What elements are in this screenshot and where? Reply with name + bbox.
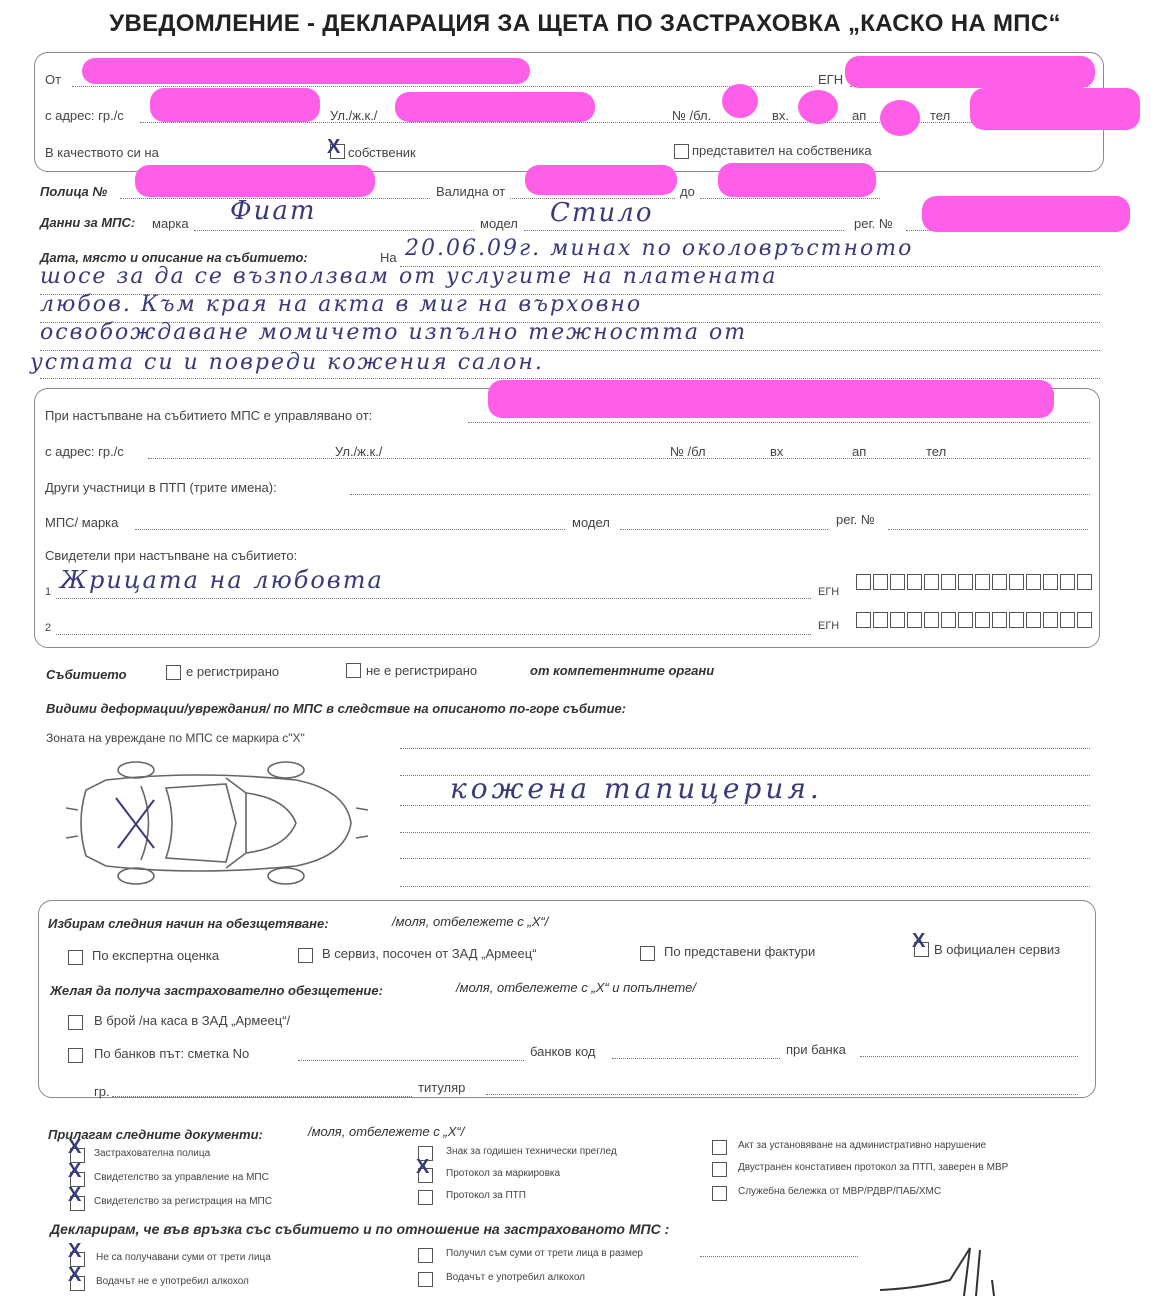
witness-2-egn-label: ЕГН xyxy=(818,620,840,632)
valid-to-field[interactable] xyxy=(700,198,880,199)
witness-1-value: Жрицата на любовта xyxy=(60,566,384,594)
redaction-city xyxy=(150,88,320,122)
redaction-apt xyxy=(880,100,920,136)
bank-city-field[interactable] xyxy=(112,1096,412,1097)
damage-line-3[interactable] xyxy=(400,805,1090,806)
bank-account-field[interactable] xyxy=(298,1060,524,1061)
doc-inspection-label: Знак за годишен технически преглед xyxy=(446,1146,617,1157)
doc-policy-check-mark: X xyxy=(68,1136,82,1158)
expert-assessment-label: По експертна оценка xyxy=(92,948,220,963)
owner-option-label: собственик xyxy=(348,145,416,160)
redaction-driver xyxy=(488,380,1054,418)
doc-registration-label: Свидетелство за регистрация на МПС xyxy=(94,1196,272,1207)
armeec-service-label: В сервиз, посочен от ЗАД „Армеец“ xyxy=(322,946,537,961)
event-text-line-3: любов. Към края на акта в миг на върховно xyxy=(40,292,643,317)
driven-by-field[interactable] xyxy=(468,422,1090,423)
official-service-label: В официален сервиз xyxy=(934,942,1061,957)
redaction-name xyxy=(82,58,530,84)
redaction-egn xyxy=(845,56,1095,88)
make-field[interactable] xyxy=(194,230,474,231)
registered-checkbox[interactable] xyxy=(166,665,181,680)
cash-label: В брой /на каса в ЗАД „Армеец“/ xyxy=(94,1013,291,1028)
driver-address-field[interactable] xyxy=(148,458,1090,459)
representative-checkbox[interactable] xyxy=(674,144,689,159)
witness-1-egn-boxes[interactable] xyxy=(856,574,1094,590)
model-value: Стило xyxy=(550,198,654,228)
redaction-valid-to xyxy=(718,163,876,197)
make-label: марка xyxy=(152,216,189,231)
documents-hint: /моля, отбележете с „X“/ xyxy=(308,1124,465,1139)
doc-policy-label: Застрахователна полица xyxy=(94,1148,211,1159)
driver-entrance-label: вх xyxy=(770,444,784,459)
bank-name-field[interactable] xyxy=(860,1056,1078,1057)
event-text-line-2: шосе за да се възползвам от услугите на платената xyxy=(40,264,778,289)
from-field[interactable] xyxy=(72,86,812,87)
owner-check-mark: X xyxy=(327,136,341,158)
damage-zone-label: Зоната на увреждане по МПС се маркира с"X" xyxy=(46,731,305,745)
driver-number-label: № /бл xyxy=(670,444,706,459)
invoices-checkbox[interactable] xyxy=(640,946,655,961)
driver-section xyxy=(34,388,1100,648)
damage-line-4[interactable] xyxy=(400,832,1090,833)
event-text-line-1: 20.06.09г. минах по околовръстното xyxy=(405,236,914,261)
holder-label: титуляр xyxy=(418,1080,466,1095)
doc-official-note-checkbox[interactable] xyxy=(712,1186,727,1201)
representative-option-label: представител на собственика xyxy=(692,143,872,158)
redaction-street xyxy=(395,92,595,122)
redaction-valid-from xyxy=(525,165,677,195)
valid-from-label: Валидна от xyxy=(436,184,506,199)
not-registered-checkbox[interactable] xyxy=(346,663,361,678)
compensation-heading: Избирам следния начин на обезщетяване: xyxy=(48,916,329,931)
egn-label: ЕГН xyxy=(818,72,844,87)
event-status-label: Събитието xyxy=(46,667,127,682)
other-participants-field[interactable] xyxy=(350,494,1090,495)
driven-by-label: При настъпване на събитието МПС е управлявано от: xyxy=(45,408,373,423)
damage-description: кожена тапицерия. xyxy=(450,772,823,805)
redaction-policy xyxy=(135,165,375,197)
capacity-label: В качеството си на xyxy=(45,145,159,160)
doc-marking-check-mark: X xyxy=(416,1156,430,1178)
valid-to-label: до xyxy=(680,184,695,199)
event-line-rule-5 xyxy=(40,378,1100,379)
doc-license-label: Свидетелство за управление на МПС xyxy=(94,1172,269,1183)
witness-1-number: 1 xyxy=(45,586,52,598)
doc-violation-act-checkbox[interactable] xyxy=(712,1140,727,1155)
holder-field[interactable] xyxy=(486,1094,1078,1095)
compensation-hint: /моля, отбележете с „X“/ xyxy=(392,914,549,929)
make-value: Фиат xyxy=(230,196,317,226)
invoices-label: По представени фактури xyxy=(664,944,816,959)
doc-violation-act-label: Акт за установяване на административно нарушение xyxy=(738,1140,987,1151)
model-field[interactable] xyxy=(524,230,844,231)
other-participants-label: Други участници в ПТП (трите имена): xyxy=(45,480,277,495)
witness-2-egn-boxes[interactable] xyxy=(856,612,1094,628)
driver-street-label: Ул./ж.к./ xyxy=(335,444,383,459)
other-vehicle-label: МПС/ марка xyxy=(45,515,119,530)
witnesses-label: Свидетели при настъпване на събитието: xyxy=(45,548,298,563)
damage-line-5[interactable] xyxy=(400,858,1090,859)
reg-label: рег. № xyxy=(854,216,893,231)
no-alcohol-check-mark: X xyxy=(68,1264,82,1286)
declaration-heading: Декларирам, че във връзка със събитието и по отношение на застрахованото МПС : xyxy=(50,1221,670,1237)
no-third-party-sums-label: Не са получавани суми от трети лица xyxy=(96,1252,271,1263)
damage-line-6[interactable] xyxy=(400,886,1090,887)
doc-license-check-mark: X xyxy=(68,1160,82,1182)
bank-code-field[interactable] xyxy=(612,1058,780,1059)
model-label: модел xyxy=(480,216,518,231)
event-text-line-4: освобождаване момичето изпълно тежността от xyxy=(40,320,748,345)
redaction-entrance xyxy=(798,90,838,124)
signature-icon xyxy=(880,1240,1030,1302)
redaction-reg xyxy=(922,196,1130,232)
damage-heading: Видими деформации/увреждания/ по МПС в следствие на описаното по-горе събитие: xyxy=(46,701,626,716)
damage-line-1[interactable] xyxy=(400,748,1090,749)
doc-bilateral-protocol-label: Двустранен констативен протокол за ПТП, заверен в МВР xyxy=(738,1162,1009,1173)
cash-checkbox[interactable] xyxy=(68,1015,83,1030)
receive-heading: Желая да получа застрахователно обезщетение: xyxy=(50,983,383,998)
other-model-field[interactable] xyxy=(620,529,828,530)
address-label: с адрес: гр./с xyxy=(45,108,124,123)
phone-label: тел xyxy=(930,108,951,123)
bank-code-label: банков код xyxy=(530,1044,596,1059)
redaction-number xyxy=(722,84,758,118)
third-party-sums-checkbox[interactable] xyxy=(418,1248,433,1263)
third-party-sums-label: Получил съм суми от трети лица в размер xyxy=(446,1248,643,1259)
authorities-label: от компетентните органи xyxy=(530,663,715,678)
event-text-line-5: устата си и повреди кожения салон. xyxy=(30,350,544,375)
event-prefix: На xyxy=(380,250,397,265)
witness-2-field[interactable] xyxy=(56,634,811,635)
bank-name-label: при банка xyxy=(786,1042,846,1057)
bank-account-label: По банков път: сметка No xyxy=(94,1046,250,1061)
expert-assessment-checkbox[interactable] xyxy=(68,950,83,965)
not-registered-label: не е регистрирано xyxy=(366,663,478,678)
witness-2-number: 2 xyxy=(45,622,52,634)
registered-label: е регистрирано xyxy=(186,664,280,679)
driver-apt-label: ап xyxy=(852,444,867,459)
doc-official-note-label: Служебна бележка от МВР/РДВР/ПАБ/ХМС xyxy=(738,1186,942,1197)
street-label: Ул./ж.к./ xyxy=(330,108,378,123)
doc-accident-report-label: Протокол за ПТП xyxy=(446,1190,526,1201)
number-label: № /бл. xyxy=(672,108,712,123)
policy-label: Полица № xyxy=(40,184,108,199)
car-diagram-icon[interactable] xyxy=(46,748,376,898)
other-model-label: модел xyxy=(572,515,610,530)
no-alcohol-label: Водачът не е употребил алкохол xyxy=(96,1276,249,1287)
official-service-check-mark: X xyxy=(912,930,926,952)
witness-1-egn-label: ЕГН xyxy=(818,586,840,598)
bank-city-label: гр. xyxy=(94,1084,110,1099)
form-title: УВЕДОМЛЕНИЕ - ДЕКЛАРАЦИЯ ЗА ЩЕТА ПО ЗАСТРАХОВКА „КАСКО НА МПС“ xyxy=(109,10,1061,37)
driver-phone-label: тел xyxy=(926,444,947,459)
redaction-phone xyxy=(970,88,1140,130)
armeec-service-checkbox[interactable] xyxy=(298,948,313,963)
event-description-label: Дата, място и описание на събитието: xyxy=(40,250,308,265)
no-third-party-sums-check-mark: X xyxy=(68,1240,82,1262)
entrance-label: вх. xyxy=(772,108,790,123)
receive-hint: /моля, отбележете с „X“ и попълнете/ xyxy=(456,980,696,995)
alcohol-label: Водачът е употребил алкохол xyxy=(446,1272,586,1283)
from-label: От xyxy=(45,72,62,87)
driver-address-label: с адрес: гр./с xyxy=(45,444,124,459)
vehicle-data-label: Данни за МПС: xyxy=(40,215,136,230)
documents-heading: Прилагам следните документи: xyxy=(48,1127,263,1142)
other-vehicle-field[interactable] xyxy=(135,529,565,530)
bank-checkbox[interactable] xyxy=(68,1048,83,1063)
doc-bilateral-protocol-checkbox[interactable] xyxy=(712,1162,727,1177)
doc-marking-label: Протокол за маркировка xyxy=(446,1168,561,1179)
alcohol-checkbox[interactable] xyxy=(418,1272,433,1287)
third-party-sums-field[interactable] xyxy=(700,1256,858,1257)
other-reg-label: рег. № xyxy=(836,512,875,527)
doc-registration-check-mark: X xyxy=(68,1184,82,1206)
doc-accident-report-checkbox[interactable] xyxy=(418,1190,433,1205)
other-reg-field[interactable] xyxy=(888,529,1088,530)
witness-1-field[interactable] xyxy=(56,598,811,599)
apt-label: ап xyxy=(852,108,867,123)
address-field[interactable] xyxy=(140,122,1090,123)
